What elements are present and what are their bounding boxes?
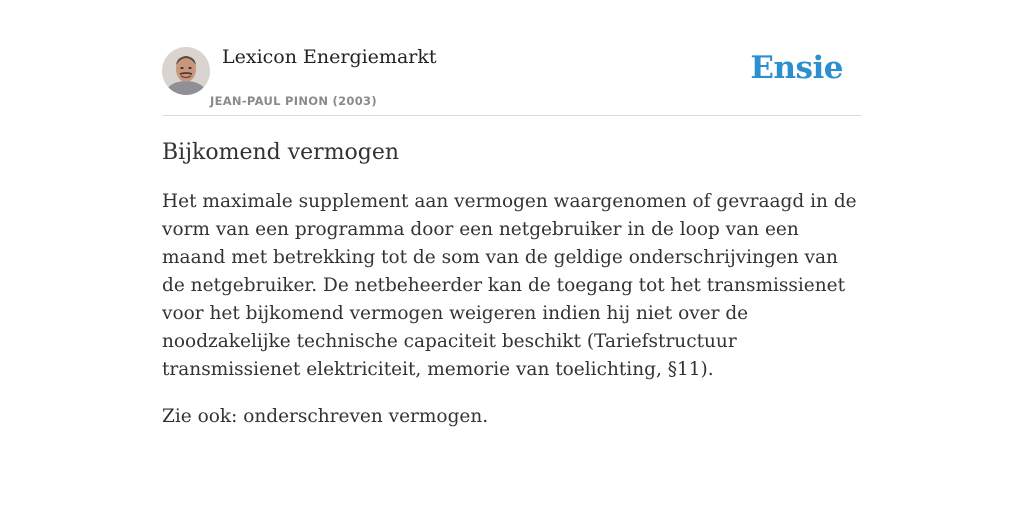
author-avatar[interactable] [162,47,210,95]
ensie-logo[interactable]: Ensie [750,50,843,86]
entry-card [162,40,862,431]
entry-header [162,40,862,116]
author-portrait-icon [162,47,210,95]
book-title[interactable]: Lexicon Energiemarkt [222,46,437,68]
author-name[interactable]: JEAN-PAUL PINON (2003) [210,94,377,108]
see-also-text: Zie ook: onderschreven vermogen. [162,406,489,427]
entry-definition: Het maximale supplement aan vermogen waargenomen of gevraagd in de vorm van een programma door een netgebruiker in de loop van een maand met betrekking tot de som van de geldige onderschrijvingen van de netgebruiker. De netbeheerder kan de toegang tot het transmissienet voor het bijkomend vermogen weigeren indien hij niet over de noodzakelijke technische capaciteit beschikt (Tariefstructuur transmissienet elektriciteit, memorie van toelichting, §11). [162,191,857,380]
entry-term: Bijkomend vermogen [162,140,400,165]
